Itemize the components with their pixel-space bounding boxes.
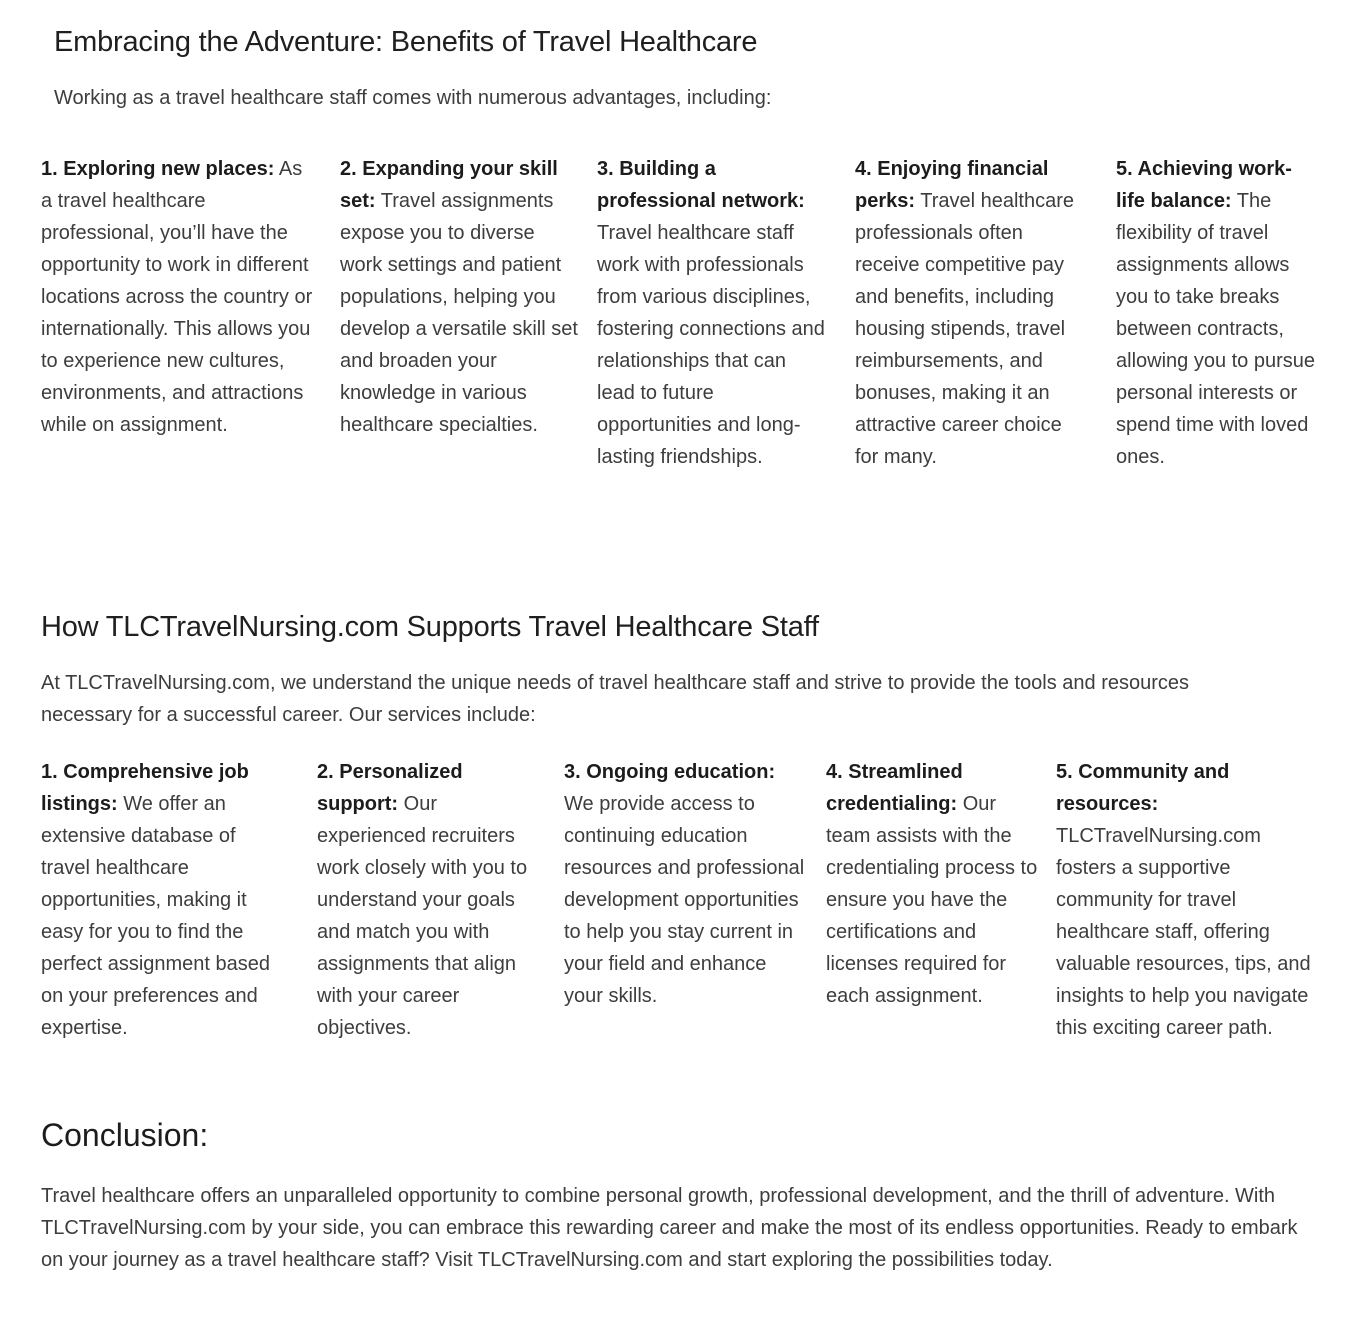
- section-title-benefits: Embracing the Adventure: Benefits of Travel Healthcare: [54, 26, 758, 58]
- list-item-lead: 3. Building a professional network:: [597, 158, 805, 212]
- list-item: [41, 756, 289, 1044]
- list-item-text: Our experienced recruiters work closely with you to understand your goals and match you with assignments that align with your career objectives.: [317, 793, 528, 1039]
- list-item-text: The flexibility of travel assignments allows you to take breaks between contracts, allowing you to pursue personal interests or spend time with loved ones.: [1116, 190, 1316, 468]
- list-item-lead: 1. Exploring new places:: [41, 158, 275, 180]
- conclusion-text: Travel healthcare offers an unparalleled opportunity to combine personal growth, professional development, and the thrill of adventure. With TLCTravelNursing.com by your side, you can embrace this rewarding career and make the most of its endless opportunities. Ready to embark on your journey as a travel healthcare staff? Visit TLCTravelNursing.com and start exploring the possibilities today.: [41, 1185, 1298, 1271]
- list-item-lead: 5. Community and resources:: [1056, 761, 1230, 815]
- list-item: [1116, 153, 1320, 473]
- list-item-text: Travel assignments expose you to diverse work settings and patient populations, helping you develop a versatile skill set and broaden your knowledge in various healthcare specialties.: [340, 190, 578, 436]
- list-item-lead: 2. Personalized support:: [317, 761, 463, 815]
- section-title-support: How TLCTravelNursing.com Supports Travel Healthcare Staff: [41, 611, 819, 643]
- list-item-text: As a travel healthcare professional, you’ll have the opportunity to work in different locations across the country or internationally. This allows you to experience new cultures, environments, and attractions while on assignment.: [41, 158, 313, 436]
- list-item: [826, 756, 1038, 1012]
- list-item: [855, 153, 1083, 473]
- list-item: [564, 756, 808, 1012]
- list-item: [340, 153, 578, 441]
- list-item: [41, 153, 313, 441]
- list-item-lead: 3. Ongoing education:: [564, 761, 776, 783]
- list-item-lead: 5. Achieving work-life balance:: [1116, 158, 1292, 212]
- services-list: [0, 756, 1361, 1096]
- benefits-list: [0, 153, 1361, 553]
- list-item: [317, 756, 549, 1044]
- list-item-text: Our team assists with the credentialing process to ensure you have the certifications and licenses required for each assignment.: [826, 793, 1038, 1007]
- list-item-text: Travel healthcare staff work with professionals from various disciplines, fostering connections and relationships that can lead to future opportunities and long-lasting friendships.: [597, 222, 825, 468]
- section-intro-support: At TLCTravelNursing.com, we understand the unique needs of travel healthcare staff and strive to provide the tools and resources necessary for a successful career. Our services include:: [41, 672, 1190, 726]
- list-item-lead: 4. Streamlined credentialing:: [826, 761, 963, 815]
- conclusion-title: Conclusion:: [41, 1117, 209, 1153]
- section-intro-benefits: Working as a travel healthcare staff comes with numerous advantages, including:: [54, 87, 772, 109]
- list-item-text: Travel healthcare professionals often receive competitive pay and benefits, including housing stipends, travel reimbursements, and bonuses, making it an attractive career choice for many.: [855, 190, 1075, 468]
- list-item-text: We provide access to continuing education resources and professional development opportunities to help you stay current in your field and enhance your skills.: [564, 793, 805, 1007]
- list-item-text: We offer an extensive database of travel healthcare opportunities, making it easy for you to find the perfect assignment based on your preferences and expertise.: [41, 793, 271, 1039]
- list-item-lead: 2. Expanding your skill set:: [340, 158, 558, 212]
- list-item: [1056, 756, 1316, 1044]
- list-item-text: TLCTravelNursing.com fosters a supportive community for travel healthcare staff, offering valuable resources, tips, and insights to help you navigate this exciting career path.: [1056, 825, 1311, 1039]
- list-item-lead: 1. Comprehensive job listings:: [41, 761, 249, 815]
- list-item-lead: 4. Enjoying financial perks:: [855, 158, 1049, 212]
- list-item: [597, 153, 829, 473]
